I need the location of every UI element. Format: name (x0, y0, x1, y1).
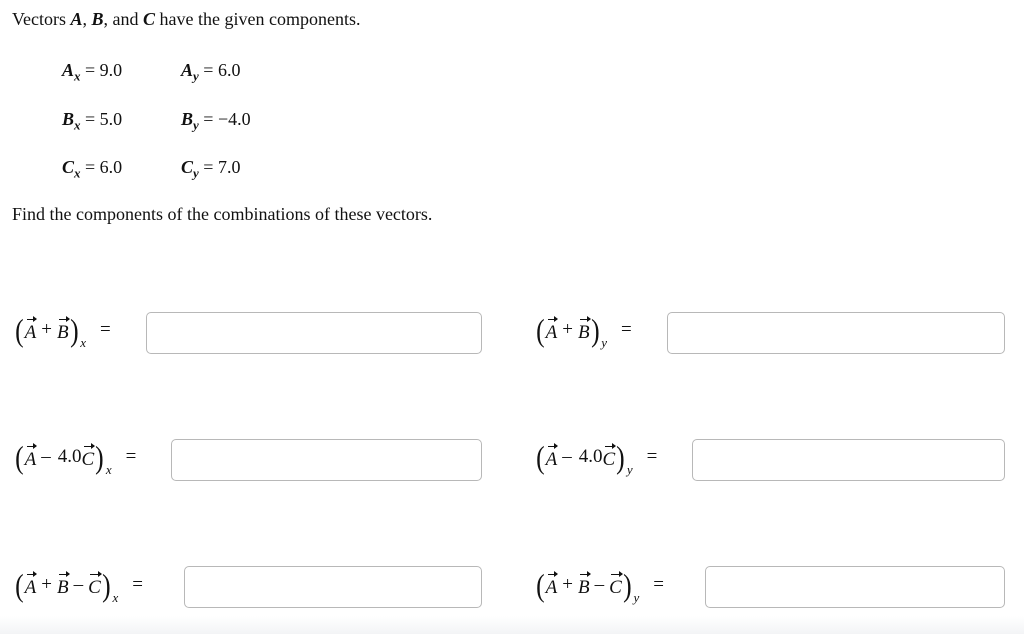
answer-a-plus-b-minus-c-x[interactable] (184, 566, 482, 608)
minus-sign: – (73, 574, 84, 595)
component-sub: y (193, 165, 199, 181)
subscript-y: y (626, 462, 633, 477)
component-sub: y (193, 117, 199, 133)
vector-c: C (603, 443, 616, 471)
answer-a-minus-4c-y[interactable] (692, 439, 1005, 481)
subscript-y: y (633, 590, 640, 605)
component-cy (181, 157, 240, 182)
vector-a: A (25, 571, 37, 599)
intro-prefix: Vectors (12, 9, 71, 29)
vector-b: B (578, 571, 590, 599)
component-value: = 6.0 (85, 157, 123, 177)
subscript-x: x (80, 335, 87, 350)
subscript-x: x (105, 462, 112, 477)
paren-close: ) (616, 439, 625, 475)
vector-b: B (57, 571, 69, 599)
paren-close: ) (69, 312, 79, 348)
vector-a: A (546, 443, 558, 471)
intro-text (12, 9, 360, 30)
vector-a: A (546, 571, 558, 599)
answer-sum-ab-y[interactable] (667, 312, 1005, 354)
component-by (181, 109, 251, 134)
coefficient: 4.0 (57, 446, 82, 467)
plus-sign: + (41, 319, 52, 340)
paren-open: ( (15, 567, 24, 603)
equals-sign: = (100, 319, 111, 340)
component-name: C (62, 157, 75, 177)
component-ax (62, 60, 122, 85)
coefficient: 4.0 (578, 446, 603, 467)
subscript-x: x (112, 590, 119, 605)
answer-sum-ab-x[interactable] (146, 312, 482, 354)
component-value: = 7.0 (203, 157, 241, 177)
component-name: A (62, 60, 75, 80)
vector-a: A (546, 316, 558, 344)
vector-b: B (578, 316, 590, 344)
plus-sign: + (562, 319, 573, 340)
vector-a: A (25, 316, 37, 344)
paren-close: ) (95, 439, 104, 475)
component-value: = 6.0 (203, 60, 241, 80)
equals-sign: = (621, 319, 632, 340)
expr-a-plus-b-minus-c-x (14, 567, 143, 605)
component-name: C (181, 157, 194, 177)
paren-close: ) (622, 567, 632, 603)
minus-sign: – (41, 446, 51, 467)
component-sub: x (74, 165, 81, 181)
expr-a-plus-b-minus-c-y (535, 567, 664, 605)
intro-suffix: have the given components. (155, 9, 361, 29)
page-bottom-fade (0, 616, 1024, 634)
expr-sum-ab-x (14, 312, 111, 350)
expr-a-minus-4c-y (535, 439, 658, 477)
vector-b: B (57, 316, 69, 344)
component-name: B (62, 109, 75, 129)
expr-a-minus-4c-x (14, 439, 137, 477)
equals-sign: = (646, 446, 658, 467)
component-name: A (181, 60, 194, 80)
minus-sign: – (594, 574, 605, 595)
equals-sign: = (653, 574, 664, 595)
paren-open: ( (15, 439, 24, 475)
answer-a-plus-b-minus-c-y[interactable] (705, 566, 1005, 608)
component-sub: x (74, 117, 81, 133)
component-value: = 9.0 (85, 60, 123, 80)
equals-sign: = (125, 446, 137, 467)
vector-c: C (82, 443, 95, 471)
instruction-text: Find the components of the combinations of these vectors. (12, 204, 433, 224)
answer-a-minus-4c-x[interactable] (171, 439, 482, 481)
vector-c: C (609, 571, 622, 599)
component-cx (62, 157, 122, 182)
component-value: = 5.0 (85, 109, 123, 129)
component-value: = −4.0 (203, 109, 251, 129)
paren-open: ( (536, 312, 545, 348)
plus-sign: + (41, 574, 52, 595)
expr-sum-ab-y (535, 312, 632, 350)
paren-close: ) (590, 312, 600, 348)
plus-sign: + (562, 574, 573, 595)
component-bx (62, 109, 122, 134)
paren-close: ) (101, 567, 111, 603)
intro-sep-2: , and (103, 9, 144, 29)
minus-sign: – (562, 446, 572, 467)
component-sub: y (193, 68, 199, 84)
intro-sep-1: , (82, 9, 92, 29)
subscript-y: y (601, 335, 608, 350)
paren-open: ( (536, 567, 545, 603)
vector-c-label: C (143, 9, 156, 29)
component-ay (181, 60, 240, 85)
vector-a-label: A (70, 9, 83, 29)
paren-open: ( (15, 312, 24, 348)
vector-c: C (88, 571, 101, 599)
component-sub: x (74, 68, 81, 84)
vector-a: A (25, 443, 37, 471)
paren-open: ( (536, 439, 545, 475)
equals-sign: = (132, 574, 143, 595)
component-name: B (181, 109, 194, 129)
vector-b-label: B (91, 9, 104, 29)
